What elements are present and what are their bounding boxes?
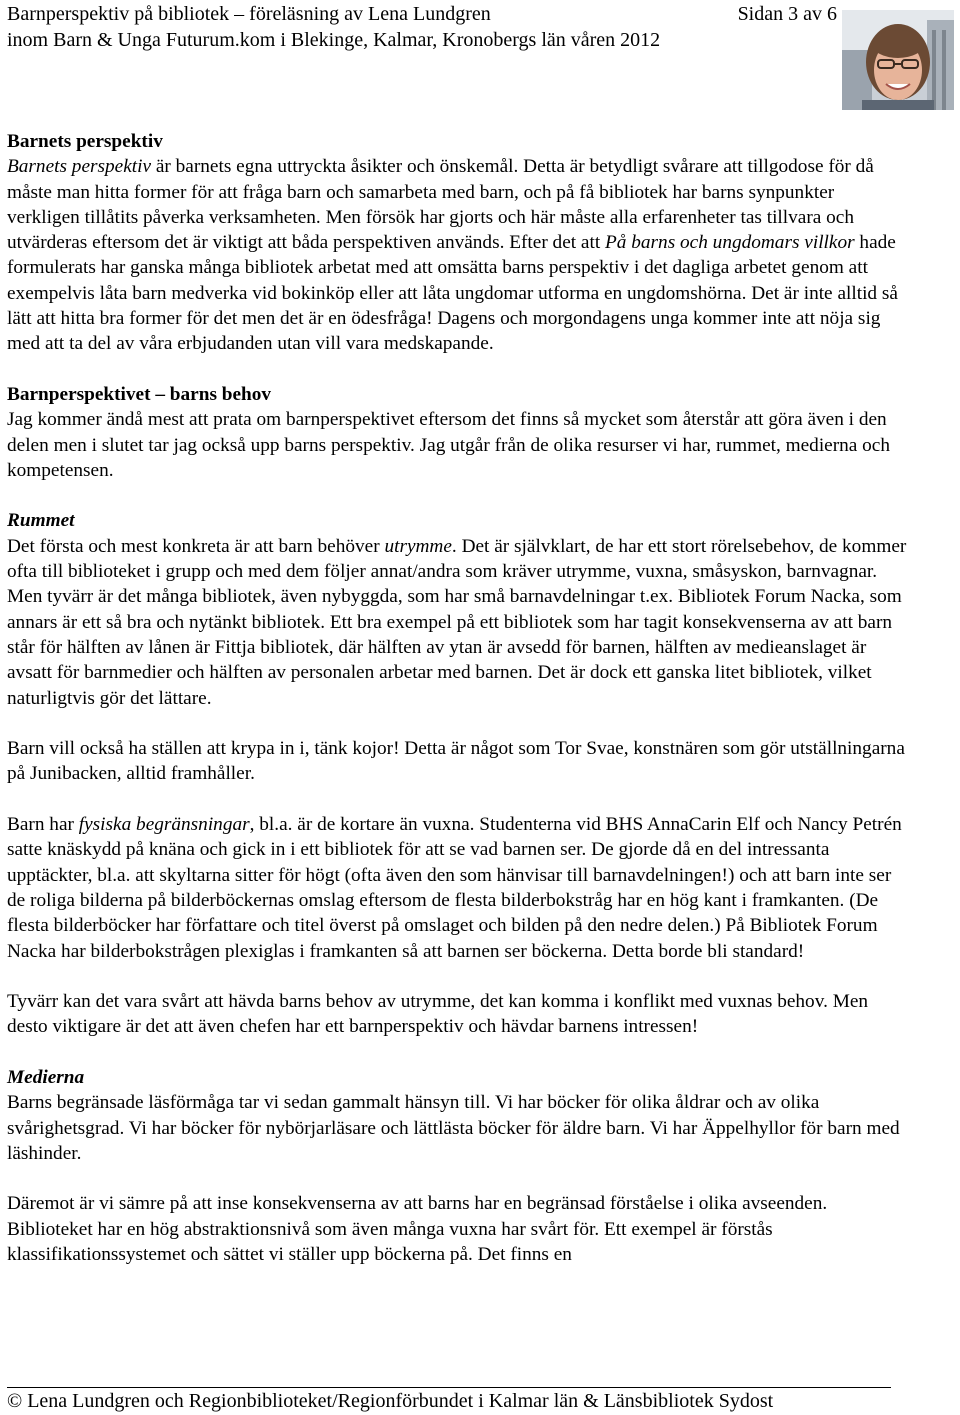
document-title: Barnperspektiv på bibliotek – föreläsning av Lena Lundgren [7, 3, 491, 25]
document-body [7, 129, 907, 1267]
author-portrait [842, 10, 954, 110]
paragraph: Däremot är vi sämre på att inse konsekvenserna av att barns har en begränsad förståelse i olika avseenden. Biblioteket har en hög abstraktionsnivå som även många vuxna har svårt för. Ett exempel är förstås klassifikationssystemet och sättet vi ställer upp böckerna på. Det finns en [7, 1193, 828, 1266]
paragraph: Jag kommer ändå mest att prata om barnperspektivet eftersom det finns så mycket som återstår att göra även i den delen men i slutet tar jag också upp barns perspektiv. Jag utgår från de olika resurser vi har, rummet, medierna och kompetensen. [7, 409, 891, 481]
page-number: Sidan 3 av 6 [737, 3, 837, 25]
portrait-image [842, 10, 954, 110]
section-heading-medierna: Medierna [7, 1066, 85, 1088]
section-heading-rummet: Rummet [7, 510, 75, 532]
term: Barnets perspektiv [7, 156, 152, 178]
paragraph: Tyvärr kan det vara svårt att hävda barns behov av utrymme, det kan komma i konflikt med vuxnas behov. Men desto viktigare är det att även chefen har ett barnperspektiv och hävdar barnens intressen! [7, 991, 869, 1038]
book-title: På barns och ungdomars villkor [605, 232, 855, 254]
page-footer: © Lena Lundgren och Regionbiblioteket/Regionförbundet i Kalmar län & Länsbibliotek Sydost [7, 1390, 774, 1412]
paragraph: Barn vill också ha ställen att krypa in i, tänk kojor! Detta är något som Tor Svae, konstnären som gör utställningarna på Junibacken, alltid framhåller. [7, 738, 905, 785]
page-header [7, 1, 837, 53]
paragraph: Barnets perspektiv är barnets egna uttryckta åsikter och önskemål. Detta är betydligt svårare att tillgodose för då måste man hitta former för att fråga barn och samarbeta med barn, och på få bibliotek har barns synpunkter verkligen tillåtits påverka verksamheten. Men försök har gjorts och här måste alla erfarenheter tas tillvara och utvärderas eftersom det är viktigt att båda perspektiven används. Efter det att På barns och ungdomars villkor hade formulerats har ganska många bibliotek arbetat med att omsätta barns perspektiv i det dagliga arbetet genom att exempelvis låta barn medverka vid bokinköp eller att låta ungdomar utforma en ungdomshörna. Det är inte alltid så lätt att hitta bra former för det men det är en ödesfråga! Dagens och morgondagens unga kommer inte att nöja sig med att ta del av våra erbjudanden utan vill vara medskapande. [7, 156, 898, 355]
paragraph: Barn har fysiska begränsningar, bl.a. är de kortare än vuxna. Studenterna vid BHS AnnaCarin Elf och Nancy Petrén satte knäskydd på knäna och gick in i ett bibliotek för att se vad barnen ser. De gjorde då en del intressanta upptäckter, bl.a. att skyltarna sitter för högt (ofta även den som hänvisar till barnavdelningen!) och att barn inte ser de roliga bilderna på bilderböckernas omslag eftersom de flesta bilderbokstråg har en hög kant i framkanten. (De flesta bilderböcker har författare och titel överst på omslaget och bilden på den nedre delen.) På Bibliotek Forum Nacka har bilderbokstrågen plexiglas i framkanten så att barnen ser böckerna. Detta borde bli standard! [7, 814, 902, 962]
section-heading-barnperspektivet: Barnperspektivet – barns behov [7, 383, 272, 405]
paragraph: Barns begränsade läsförmåga tar vi sedan gammalt hänsyn till. Vi har böcker för olika åldrar och av olika svårighetsgrad. Vi har böcker för nybörjarläsare och lättlästa böcker för äldre barn. Vi har Äppelhyllor för barn med läshinder. [7, 1092, 900, 1164]
section-heading-barnets-perspektiv: Barnets perspektiv [7, 131, 163, 152]
paragraph: Det första och mest konkreta är att barn behöver utrymme. Det är självklart, de har ett stort rörelsebehov, de kommer ofta till biblioteket i grupp och med dem följer annat/andra som kräver utrymme, vuxna, småsyskon, barnvagnar. Men tyvärr är det många bibliotek, även nybyggda, som har små barnavdelningar t.ex. Bibliotek Forum Nacka, som annars är ett så bra och nytänkt bibliotek. Ett bra exempel på ett bibliotek som har tagit konsekvenserna av att barn står för hälften av lånen är Fittja bibliotek, där hälften av ytan är avsedd för barnen, hälften av medieanslaget är avsatt för barnmedier och hälften av personalen arbetar med barnen. Det är dock ett ganska litet bibliotek, vilket naturligtvis gör det lättare. [7, 535, 907, 709]
document-subtitle: inom Barn & Unga Futurum.kom i Blekinge, Kalmar, Kronobergs län våren 2012 [7, 29, 661, 51]
